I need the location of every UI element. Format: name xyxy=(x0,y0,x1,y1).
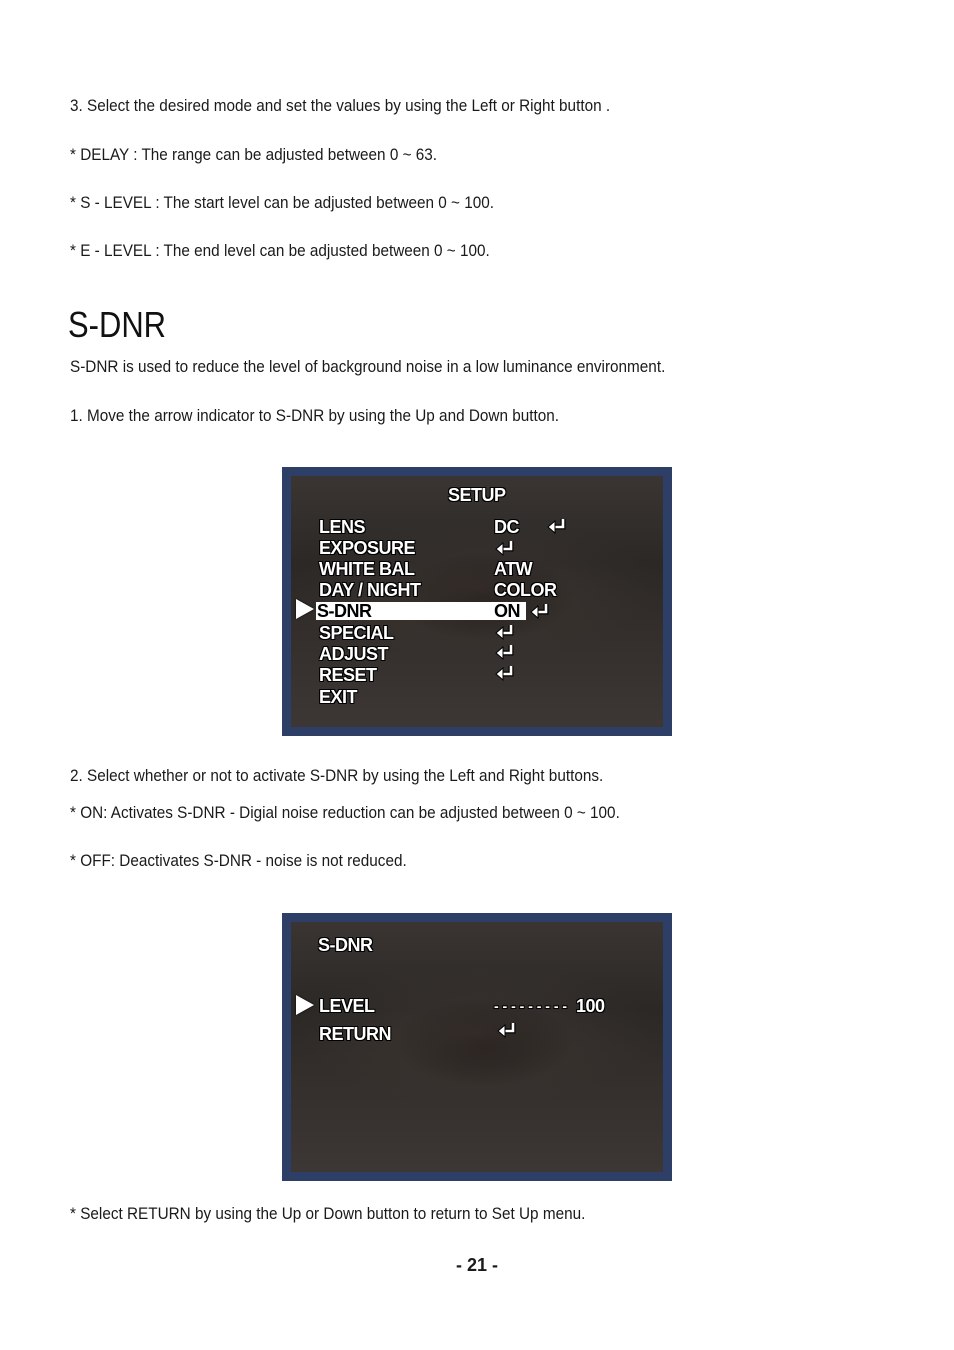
enter-icon xyxy=(494,665,514,681)
menu-item-exposure[interactable]: EXPOSURE xyxy=(319,538,416,558)
section-title: S-DNR xyxy=(68,304,167,345)
s-level-note: * S - LEVEL : The start level can be adjusted between 0 ~ 100. xyxy=(70,193,494,212)
menu-item-day-night[interactable]: DAY / NIGHT xyxy=(319,580,421,600)
menu-item-exit[interactable]: EXIT xyxy=(319,687,358,707)
sdnr-level-value: 100 xyxy=(576,996,605,1016)
menu-value-lens: DC xyxy=(494,517,519,537)
section-description: S-DNR is used to reduce the level of background noise in a low luminance environment. xyxy=(70,357,666,376)
return-note: * Select RETURN by using the Up or Down button to return to Set Up menu. xyxy=(70,1204,586,1223)
on-note: * ON: Activates S-DNR - Digial noise reduction can be adjusted between 0 ~ 100. xyxy=(70,803,620,822)
setup-menu-title: SETUP xyxy=(448,485,506,505)
sdnr-menu-title: S-DNR xyxy=(318,935,373,955)
delay-note: * DELAY : The range can be adjusted between 0 ~ 63. xyxy=(70,145,438,164)
sdnr-level-label[interactable]: LEVEL xyxy=(319,996,375,1016)
menu-item-adjust[interactable]: ADJUST xyxy=(319,644,389,664)
menu-value-s-dnr: ON xyxy=(494,601,520,621)
enter-icon xyxy=(496,1022,516,1038)
step2-text: 2. Select whether or not to activate S-DNR by using the Left and Right buttons. xyxy=(70,766,604,785)
menu-item-reset[interactable]: RESET xyxy=(319,665,377,685)
e-level-note: * E - LEVEL : The end level can be adjusted between 0 ~ 100. xyxy=(70,241,490,260)
menu-item-lens[interactable]: LENS xyxy=(319,517,366,537)
enter-icon xyxy=(546,518,566,534)
off-note: * OFF: Deactivates S-DNR - noise is not reduced. xyxy=(70,851,407,870)
menu-item-white-bal[interactable]: WHITE BAL xyxy=(319,559,415,579)
step1-text: 1. Move the arrow indicator to S-DNR by using the Up and Down button. xyxy=(70,406,559,425)
setup-menu-display xyxy=(291,476,663,727)
sdnr-level-bar: - - - - - - - - - xyxy=(494,998,568,1014)
menu-value-white-bal: ATW xyxy=(494,559,533,579)
enter-icon xyxy=(494,644,514,660)
enter-icon xyxy=(494,540,514,556)
cursor-arrow-icon xyxy=(296,995,314,1015)
menu-value-day-night: COLOR xyxy=(494,580,557,600)
menu-item-s-dnr[interactable]: S-DNR xyxy=(317,601,372,621)
sdnr-menu-display xyxy=(291,922,663,1172)
setup-menu-screen xyxy=(282,467,672,736)
enter-icon xyxy=(529,603,549,619)
step3-text: 3. Select the desired mode and set the values by using the Left or Right button . xyxy=(70,96,611,115)
cursor-arrow-icon xyxy=(296,599,314,619)
page-number: - 21 - xyxy=(455,1255,498,1275)
sdnr-menu-screen xyxy=(282,913,672,1181)
menu-item-special[interactable]: SPECIAL xyxy=(319,623,394,643)
sdnr-return-label[interactable]: RETURN xyxy=(319,1024,391,1044)
enter-icon xyxy=(494,624,514,640)
